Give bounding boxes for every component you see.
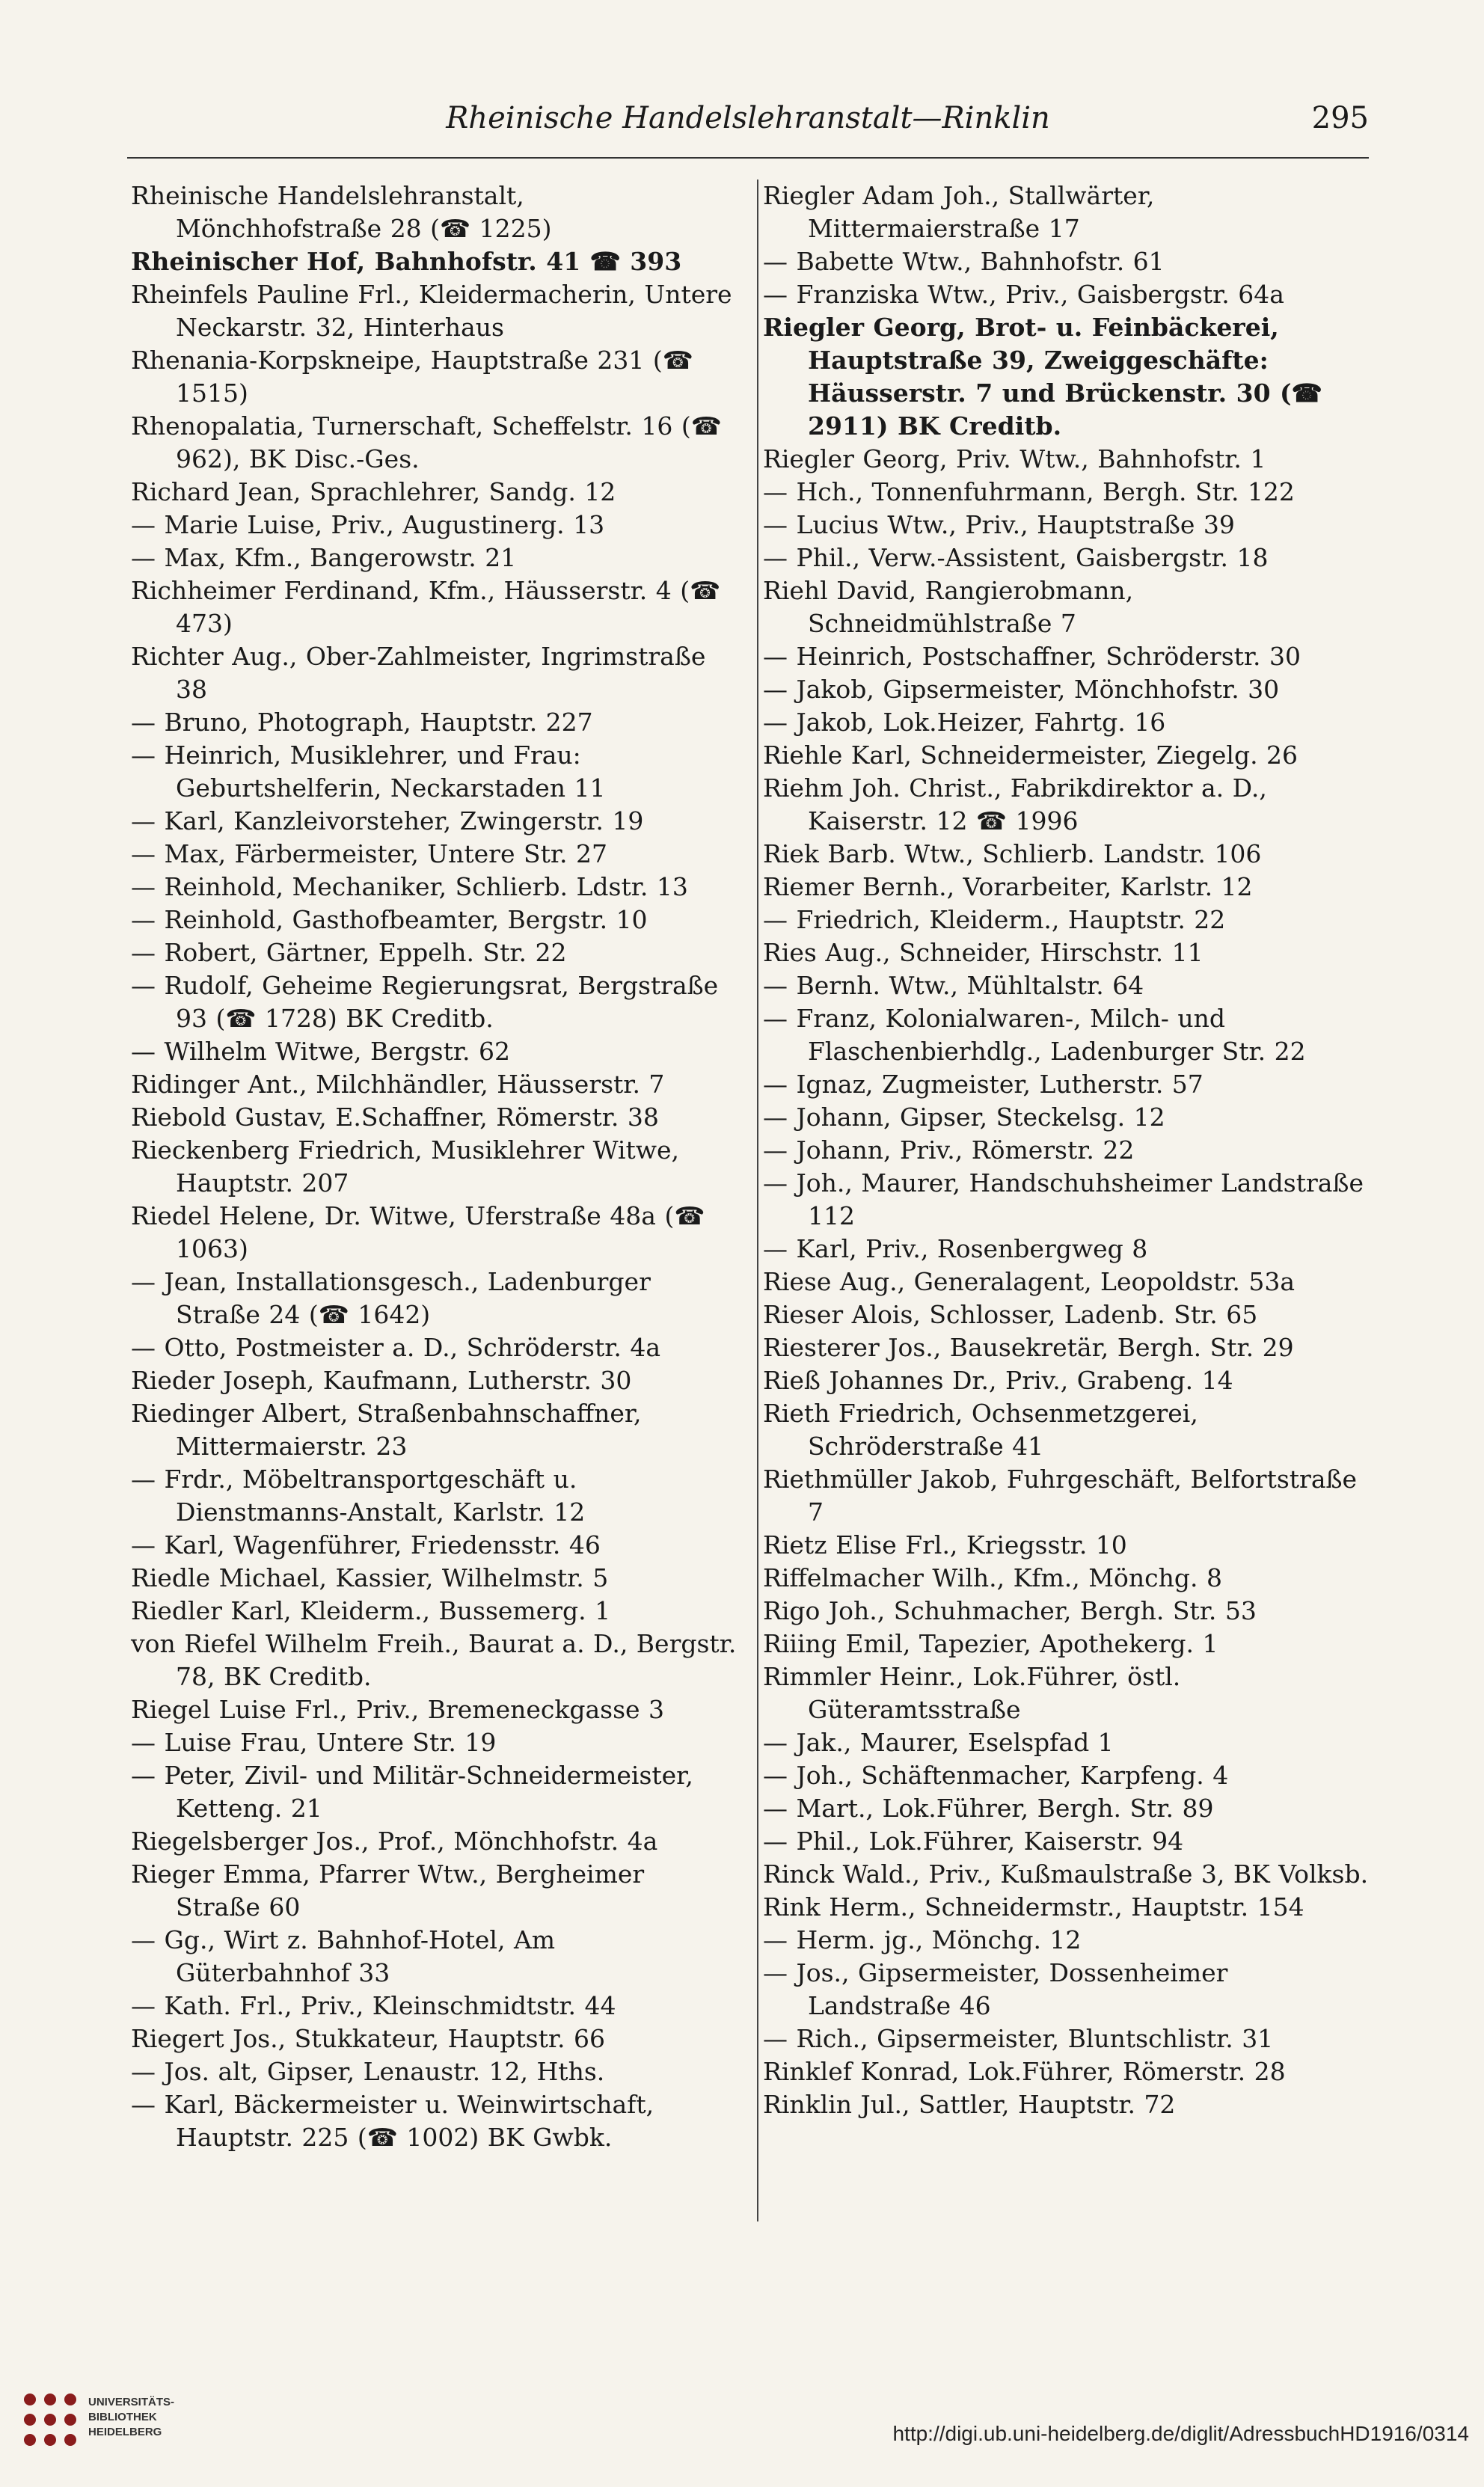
left-column (131, 180, 737, 2221)
column-divider (757, 180, 758, 2221)
directory-entry: Riegelsberger Jos., Prof., Mönchhofstr. 4a (131, 1827, 658, 1856)
directory-entry: — Jak., Maurer, Eselspfad 1 (763, 1728, 1114, 1757)
directory-entry: Riegel Luise Frl., Priv., Bremeneckgasse 3 (131, 1695, 665, 1724)
directory-entry: — Rudolf, Geheime Regierungsrat, Bergstraße 93 (☎ 1728) BK Creditb. (131, 971, 719, 1033)
directory-entry: — Max, Kfm., Bangerowstr. 21 (131, 543, 517, 572)
directory-entry: Riedle Michael, Kassier, Wilhelmstr. 5 (131, 1563, 609, 1592)
directory-entry: Ridinger Ant., Milchhändler, Häusserstr. 7 (131, 1070, 665, 1099)
directory-entry: — Joh., Schäftenmacher, Karpfeng. 4 (763, 1761, 1229, 1790)
directory-entry: Riegert Jos., Stukkateur, Hauptstr. 66 (131, 2024, 605, 2053)
directory-entry: — Reinhold, Gasthofbeamter, Bergstr. 10 (131, 905, 648, 934)
directory-entry: Riiing Emil, Tapezier, Apothekerg. 1 (763, 1629, 1218, 1658)
directory-entry: Rheinische Handelslehranstalt, Mönchhofstraße 28 (☎ 1225) (131, 181, 552, 243)
directory-entry: — Heinrich, Postschaffner, Schröderstr. 30 (763, 642, 1301, 671)
directory-entry: Riebold Gustav, E.Schaffner, Römerstr. 38 (131, 1103, 659, 1132)
directory-entry: — Peter, Zivil- und Militär-Schneidermeister, Ketteng. 21 (131, 1761, 693, 1823)
directory-entry: — Franziska Wtw., Priv., Gaisbergstr. 64a (763, 280, 1284, 309)
directory-entry: Riedel Helene, Dr. Witwe, Uferstraße 48a (☎ 1063) (131, 1201, 705, 1263)
directory-entry: — Karl, Wagenführer, Friedensstr. 46 (131, 1530, 601, 1560)
directory-entry: Rinklef Konrad, Lok.Führer, Römerstr. 28 (763, 2057, 1286, 2086)
directory-entry: — Joh., Maurer, Handschuhsheimer Landstraße 112 (763, 1168, 1364, 1230)
directory-entry: Rhenopalatia, Turnerschaft, Scheffelstr. 16 (☎ 962), BK Disc.-Ges. (131, 411, 722, 473)
directory-entry: — Hch., Tonnenfuhrmann, Bergh. Str. 122 (763, 477, 1295, 506)
directory-entry: — Jakob, Gipsermeister, Mönchhofstr. 30 (763, 675, 1280, 704)
directory-entry: — Gg., Wirt z. Bahnhof-Hotel, Am Güterbahnhof 33 (131, 1925, 556, 1987)
directory-entry: Rinklin Jul., Sattler, Hauptstr. 72 (763, 2090, 1176, 2119)
source-url-link[interactable]: http://digi.ub.uni-heidelberg.de/diglit/AdressbuchHD1916/0314 (892, 2422, 1469, 2445)
directory-entry: Riemer Bernh., Vorarbeiter, Karlstr. 12 (763, 872, 1253, 901)
directory-entry: Rheinfels Pauline Frl., Kleidermacherin, Untere Neckarstr. 32, Hinterhaus (131, 280, 732, 342)
directory-entry: Riffelmacher Wilh., Kfm., Mönchg. 8 (763, 1563, 1222, 1592)
page-footer (0, 2386, 1484, 2476)
directory-entry: Riegler Georg, Brot- u. Feinbäckerei, Hauptstraße 39, Zweiggeschäfte: Häusserstr. 7 und Brückenstr. 30 (☎ 2911) BK Creditb. (763, 313, 1322, 441)
directory-entry: Rhenania-Korpskneipe, Hauptstraße 231 (☎ 1515) (131, 346, 693, 408)
directory-entry: Riehm Joh. Christ., Fabrikdirektor a. D., Kaiserstr. 12 ☎ 1996 (763, 773, 1267, 835)
directory-entry: von Riefel Wilhelm Freih., Baurat a. D., Bergstr. 78, BK Creditb. (131, 1629, 737, 1691)
header-rule (127, 157, 1369, 159)
directory-entry: — Bernh. Wtw., Mühltalstr. 64 (763, 971, 1144, 1000)
running-head: Rheinische Handelslehranstalt—Rinklin (446, 101, 1050, 135)
directory-entry: — Phil., Lok.Führer, Kaiserstr. 94 (763, 1827, 1184, 1856)
directory-entry: — Luise Frau, Untere Str. 19 (131, 1728, 497, 1757)
directory-entry: Rieser Alois, Schlosser, Ladenb. Str. 65 (763, 1300, 1258, 1329)
directory-entry: Riegler Georg, Priv. Wtw., Bahnhofstr. 1 (763, 444, 1266, 473)
directory-entry: — Marie Luise, Priv., Augustinerg. 13 (131, 510, 605, 539)
directory-entry: Rietz Elise Frl., Kriegsstr. 10 (763, 1530, 1127, 1560)
directory-entry: — Herm. jg., Mönchg. 12 (763, 1925, 1082, 1954)
directory-entry: — Frdr., Möbeltransportgeschäft u. Dienstmanns-Anstalt, Karlstr. 12 (131, 1465, 586, 1527)
directory-entry: Richard Jean, Sprachlehrer, Sandg. 12 (131, 477, 616, 506)
directory-entry: Riedinger Albert, Straßenbahnschaffner, Mittermaierstr. 23 (131, 1399, 642, 1461)
directory-entry: — Jos., Gipsermeister, Dossenheimer Landstraße 46 (763, 1958, 1228, 2020)
directory-entry: Rinck Wald., Priv., Kußmaulstraße 3, BK Volksb. (763, 1859, 1369, 1889)
directory-columns (131, 180, 1369, 2221)
directory-entry: Riehle Karl, Schneidermeister, Ziegelg. 26 (763, 740, 1298, 770)
directory-entry: Rimmler Heinr., Lok.Führer, östl. Güteramtsstraße (763, 1662, 1181, 1724)
library-name (88, 2395, 174, 2440)
directory-entry: Riehl David, Rangierobmann, Schneidmühlstraße 7 (763, 576, 1134, 638)
directory-entry: Rieß Johannes Dr., Priv., Grabeng. 14 (763, 1366, 1233, 1395)
directory-entry: — Jean, Installationsgesch., Ladenburger Straße 24 (☎ 1642) (131, 1267, 651, 1329)
directory-entry: Rheinischer Hof, Bahnhofstr. 41 ☎ 393 (131, 247, 682, 276)
directory-entry: Richheimer Ferdinand, Kfm., Häusserstr. 4 (☎ 473) (131, 576, 721, 638)
directory-entry: — Kath. Frl., Priv., Kleinschmidtstr. 44 (131, 1991, 616, 2020)
directory-entry: Riegler Adam Joh., Stallwärter, Mittermaierstraße 17 (763, 181, 1155, 243)
directory-entry: — Bruno, Photograph, Hauptstr. 227 (131, 708, 593, 737)
directory-entry: — Rich., Gipsermeister, Bluntschlistr. 31 (763, 2024, 1274, 2053)
directory-entry: — Phil., Verw.-Assistent, Gaisbergstr. 18 (763, 543, 1269, 572)
library-name-line: UNIVERSITÄTS- (88, 2396, 175, 2408)
directory-entry: Riethmüller Jakob, Fuhrgeschäft, Belfortstraße 7 (763, 1465, 1358, 1527)
directory-entry: — Karl, Kanzleivorsteher, Zwingerstr. 19 (131, 806, 644, 835)
page-header (127, 101, 1369, 146)
directory-entry: Rieckenberg Friedrich, Musiklehrer Witwe, Hauptstr. 207 (131, 1135, 680, 1197)
directory-entry: — Reinhold, Mechaniker, Schlierb. Ldstr. 13 (131, 872, 688, 901)
directory-entry: Ries Aug., Schneider, Hirschstr. 11 (763, 938, 1204, 967)
directory-entry: — Ignaz, Zugmeister, Lutherstr. 57 (763, 1070, 1204, 1099)
directory-entry: — Babette Wtw., Bahnhofstr. 61 (763, 247, 1165, 276)
university-library-logo-icon (16, 2386, 84, 2453)
directory-entry: — Heinrich, Musiklehrer, und Frau: Geburtshelferin, Neckarstaden 11 (131, 740, 606, 803)
directory-entry: — Robert, Gärtner, Eppelh. Str. 22 (131, 938, 567, 967)
directory-entry: Rigo Joh., Schuhmacher, Bergh. Str. 53 (763, 1596, 1257, 1625)
directory-entry: Rieder Joseph, Kaufmann, Lutherstr. 30 (131, 1366, 632, 1395)
directory-entry: — Johann, Gipser, Steckelsg. 12 (763, 1103, 1165, 1132)
directory-entry: — Wilhelm Witwe, Bergstr. 62 (131, 1037, 510, 1066)
directory-entry: — Jos. alt, Gipser, Lenaustr. 12, Hths. (131, 2057, 605, 2086)
directory-entry: — Max, Färbermeister, Untere Str. 27 (131, 839, 607, 868)
right-column (763, 180, 1369, 2221)
directory-entry: — Jakob, Lok.Heizer, Fahrtg. 16 (763, 708, 1166, 737)
directory-entry: Rieger Emma, Pfarrer Wtw., Bergheimer Straße 60 (131, 1859, 645, 1922)
directory-entry: — Johann, Priv., Römerstr. 22 (763, 1135, 1135, 1165)
library-name-line: BIBLIOTHEK (88, 2411, 157, 2423)
directory-entry: Richter Aug., Ober-Zahlmeister, Ingrimstraße 38 (131, 642, 706, 704)
directory-entry: — Otto, Postmeister a. D., Schröderstr. 4a (131, 1333, 661, 1362)
directory-entry: Riesterer Jos., Bausekretär, Bergh. Str. 29 (763, 1333, 1294, 1362)
directory-entry: Riedler Karl, Kleiderm., Bussemerg. 1 (131, 1596, 611, 1625)
library-name-line: HEIDELBERG (88, 2426, 162, 2438)
page-number: 295 (1311, 101, 1369, 135)
directory-entry: — Mart., Lok.Führer, Bergh. Str. 89 (763, 1794, 1214, 1823)
directory-entry: Riese Aug., Generalagent, Leopoldstr. 53a (763, 1267, 1296, 1296)
directory-entry: — Karl, Bäckermeister u. Weinwirtschaft, Hauptstr. 225 (☎ 1002) BK Gwbk. (131, 2090, 654, 2152)
directory-entry: — Karl, Priv., Rosenbergweg 8 (763, 1234, 1148, 1263)
directory-entry: — Franz, Kolonialwaren-, Milch- und Flaschenbierhdlg., Ladenburger Str. 22 (763, 1004, 1306, 1066)
directory-entry: Rieth Friedrich, Ochsenmetzgerei, Schröderstraße 41 (763, 1399, 1198, 1461)
directory-entry: Riek Barb. Wtw., Schlierb. Landstr. 106 (763, 839, 1262, 868)
directory-entry: Rink Herm., Schneidermstr., Hauptstr. 154 (763, 1892, 1304, 1922)
directory-entry: — Friedrich, Kleiderm., Hauptstr. 22 (763, 905, 1226, 934)
directory-entry: — Lucius Wtw., Priv., Hauptstraße 39 (763, 510, 1235, 539)
